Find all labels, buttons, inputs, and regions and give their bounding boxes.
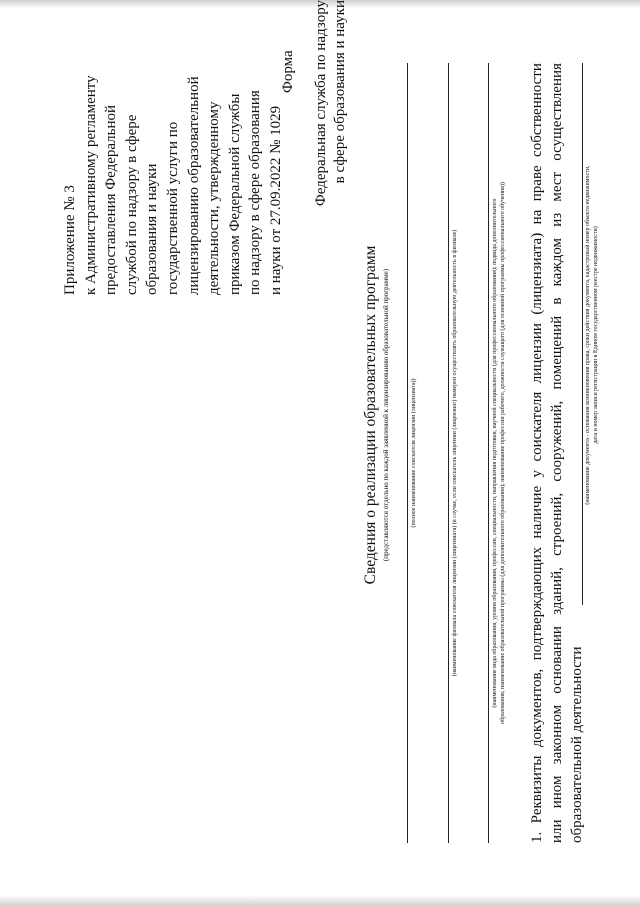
word: зданий, (549, 567, 565, 615)
appendix-line: приказом Федеральной службы (226, 93, 243, 295)
agency-name (312, 0, 350, 300)
document-caption-line-2: дата и номер записи регистрации в Едином государственном реестре недвижимости) (593, 226, 599, 444)
document-subtitle: (представляются отдельно по каждой заявленной к лицензированию образовательной программе) (382, 268, 390, 562)
word: соискателя (529, 391, 545, 462)
word: помещений (549, 315, 565, 390)
word: наличие (529, 485, 545, 539)
word: Реквизиты (529, 755, 545, 824)
appendix-line: и науки от 27.09.2022 № 1029 (267, 105, 284, 295)
word: собственности (529, 63, 545, 157)
applicant-name-caption: (полное наименование соискателя лицензии (лицензиата)) (411, 378, 417, 528)
branch-name-caption: (наименование филиала соискателя лицензии (лицензиата) (в случае, если соискатель лицензии (лицензиат) намерен осуществлять образовательную деятельность в филиале) (452, 229, 458, 677)
applicant-name-field-line[interactable] (407, 63, 408, 843)
word: в (549, 297, 565, 305)
word: документов, (529, 668, 545, 748)
word: каждом (549, 237, 565, 287)
appendix-line: деятельности, утвержденному (206, 101, 223, 295)
appendix-line: к Административному регламенту (82, 75, 99, 295)
appendix-line: по надзору в сфере образования (247, 90, 264, 295)
word: подтверждающих (529, 546, 545, 661)
appendix-block (60, 0, 287, 295)
word: праве (529, 165, 545, 202)
agency-line-1: Федеральная служба по надзору (313, 0, 329, 207)
section-1-row-1 (527, 63, 547, 843)
appendix-line: предоставления Федеральной (103, 104, 120, 295)
form-label: Форма (280, 50, 296, 93)
branch-name-field-line[interactable] (448, 63, 449, 843)
program-field-line[interactable] (488, 63, 489, 843)
word: лицензии (529, 323, 545, 384)
word: основании (549, 626, 565, 694)
section-1-paragraph (527, 63, 587, 843)
appendix-line: Приложение № 3 (62, 185, 78, 295)
word: ином (549, 775, 565, 809)
appendix-line: службой по надзору в сфере (123, 114, 140, 295)
word: (лицензиата) (529, 232, 545, 315)
word: на (529, 209, 545, 225)
word: осуществления (549, 63, 565, 161)
appendix-line: государственной услуги по (164, 121, 181, 295)
word: или (549, 819, 565, 843)
word: законном (549, 704, 565, 765)
word: строений, (549, 492, 565, 556)
word: из (549, 212, 565, 227)
document-details-field-line[interactable] (582, 63, 583, 605)
word: 1. (529, 831, 545, 843)
appendix-line: образования и науки (144, 163, 161, 295)
word: образовательной деятельности (569, 646, 585, 843)
appendix-line: лицензированию образовательной (185, 76, 202, 295)
word: мест (549, 171, 565, 202)
word: у (529, 469, 545, 478)
section-1-row-2 (547, 63, 567, 843)
program-caption-line-1: (наименование вида образования, уровня образования, профессии, специальности, направления подготовки, научной специальности (для профессионального образования); подвида дополнительного (492, 198, 498, 708)
program-caption-line-2: образования; наименование образовательной программы (для дополнительного образования); наименование профессии рабочего, должности служащего (для основной программы профессионального обучения)) (500, 182, 506, 724)
agency-line-2: в сфере образования и науки (332, 0, 348, 184)
document-title: Сведения о реализации образовательных программ (362, 245, 379, 585)
document-caption-line-1: (наименование документа - основания возникновения права, сроки действия документа, кадастровый номер объекта недвижимости, (585, 165, 591, 505)
word: сооружений, (549, 400, 565, 482)
